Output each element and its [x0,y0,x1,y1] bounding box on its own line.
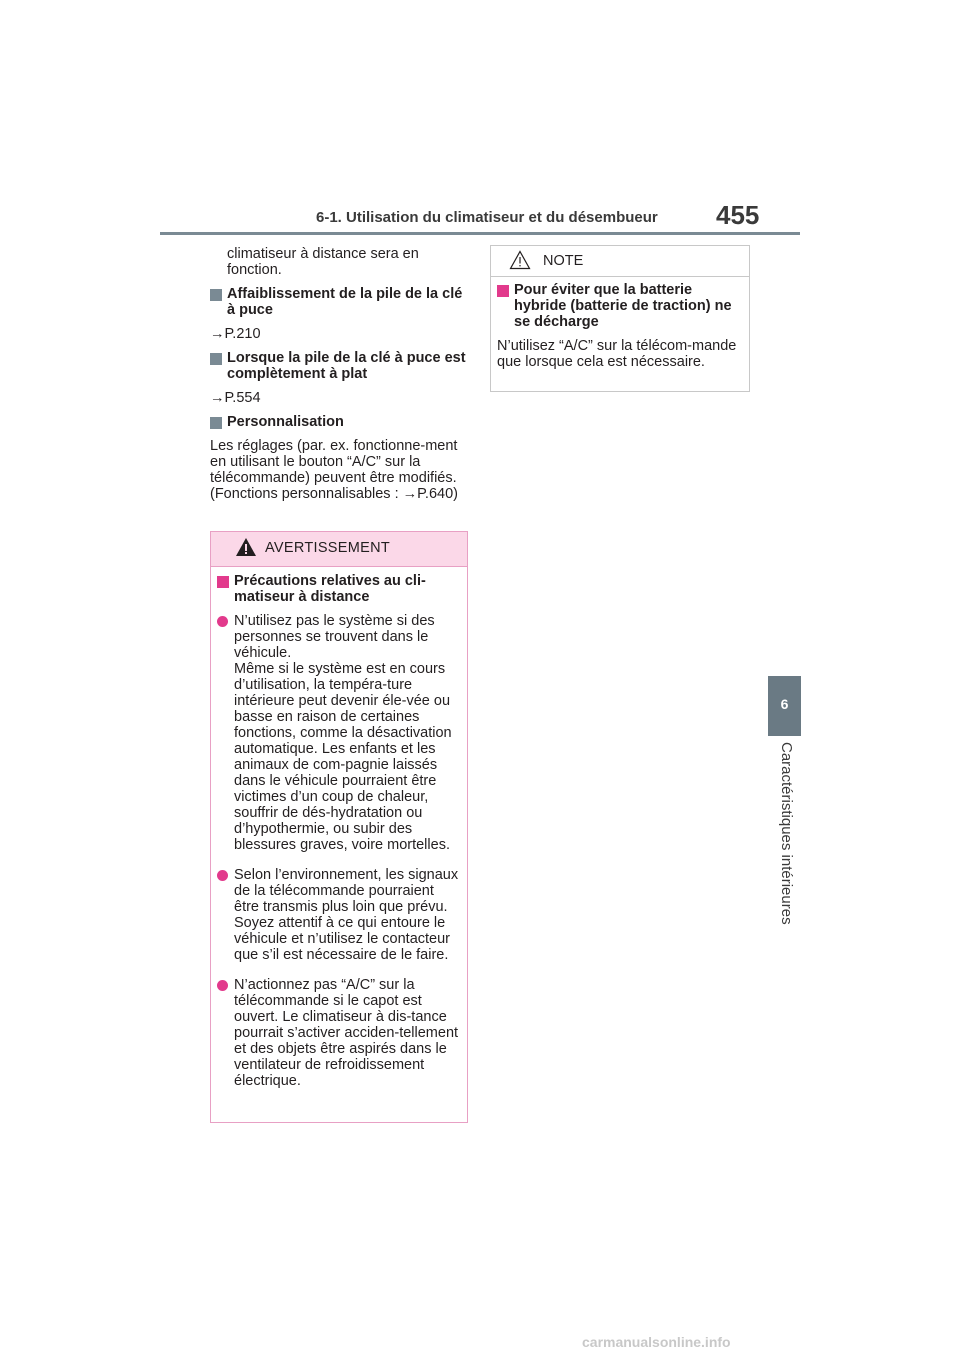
page-header [160,200,800,240]
note-header [491,246,749,277]
round-bullet-icon [217,980,228,991]
page-number: 455 [716,200,760,230]
chapter-tab [768,676,801,736]
chapter-title: 6-1. Utilisation du climatiseur et du désembueur [316,209,658,226]
square-bullet-icon [210,417,222,429]
header-rule [160,232,800,235]
warning-heading-text: Précautions relatives au cli-matiseur à distance [234,573,426,605]
warning-header [211,532,467,567]
warning-title: AVERTISSEMENT [265,540,391,556]
note-text: N’utilisez “A/C” sur la télécom-mande que lorsque cela est nécessaire. [497,338,737,370]
warning-box [210,531,468,1123]
body-paragraph: Les réglages (par. ex. fonctionne-ment en utilisant le bouton “A/C” sur la télécommande) peuvent être modifiés. (Fonctions personnalisables : →P.640) [210,438,458,502]
section-heading [210,350,470,382]
note-title: NOTE [543,253,584,269]
warning-heading [217,573,461,605]
section-heading [210,286,470,318]
round-bullet-icon [217,870,228,881]
square-bullet-icon [497,285,509,297]
chapter-side-label: Caractéristiques intérieures [778,742,795,925]
note-heading [497,282,743,330]
warning-bullet [217,977,461,1089]
bullet-text: N’actionnez pas “A/C” sur la télécommande si le capot est ouvert. Le climatiseur à dis-tance pourrait s’activer acciden-tellement et des objets être aspirés dans le ventilateur de refroidissement électrique. [234,977,459,1089]
bullet-text: Selon l’environnement, les signaux de la télécommande pourraient être transmis plus loin que prévu. Soyez attentif à ce qui entoure le véhicule et n’utilisez le contacteur que s’il est nécessaire de le faire. [234,867,459,963]
warning-bullet [217,867,461,963]
round-bullet-icon [217,616,228,627]
caution-triangle-icon [509,250,531,270]
warning-triangle-icon [235,537,257,557]
bullet-text: Même si le système est en cours d’utilisation, la tempéra-ture intérieure peut devenir éle-vée ou basse en raison de certaines fonctions, comme la désactivation automatique. Les enfants et les animaux de com-pagnie laissés dans le véhicule pourraient être victimes d’un coup de chaleur, souffrir de dés-hydratation ou d’hypothermie, ou subir des blessures graves, voire mortelles. [234,661,452,853]
square-bullet-icon [210,289,222,301]
square-bullet-icon [210,353,222,365]
main-column [210,246,470,510]
note-heading-text: Pour éviter que la batterie hybride (batterie de traction) ne se décharge [514,282,732,330]
intro-text: climatiseur à distance sera en fonction. [227,246,419,278]
chapter-tab-number: 6 [780,696,789,712]
section-heading-text: Affaiblissement de la pile de la clé à puce [227,286,463,318]
page-reference: →P.210 [210,326,261,342]
section-heading-text: Personnalisation [227,414,344,430]
note-box [490,245,750,392]
warning-bullet [217,613,461,853]
footer-watermark: carmanualsonline.info [582,1334,731,1350]
square-bullet-icon [217,576,229,588]
bullet-text: N’utilisez pas le système si des personnes se trouvent dans le véhicule. [234,613,435,661]
section-heading-text: Lorsque la pile de la clé à puce est complètement à plat [227,350,466,382]
page-reference: →P.554 [210,390,261,406]
section-heading [210,414,470,430]
